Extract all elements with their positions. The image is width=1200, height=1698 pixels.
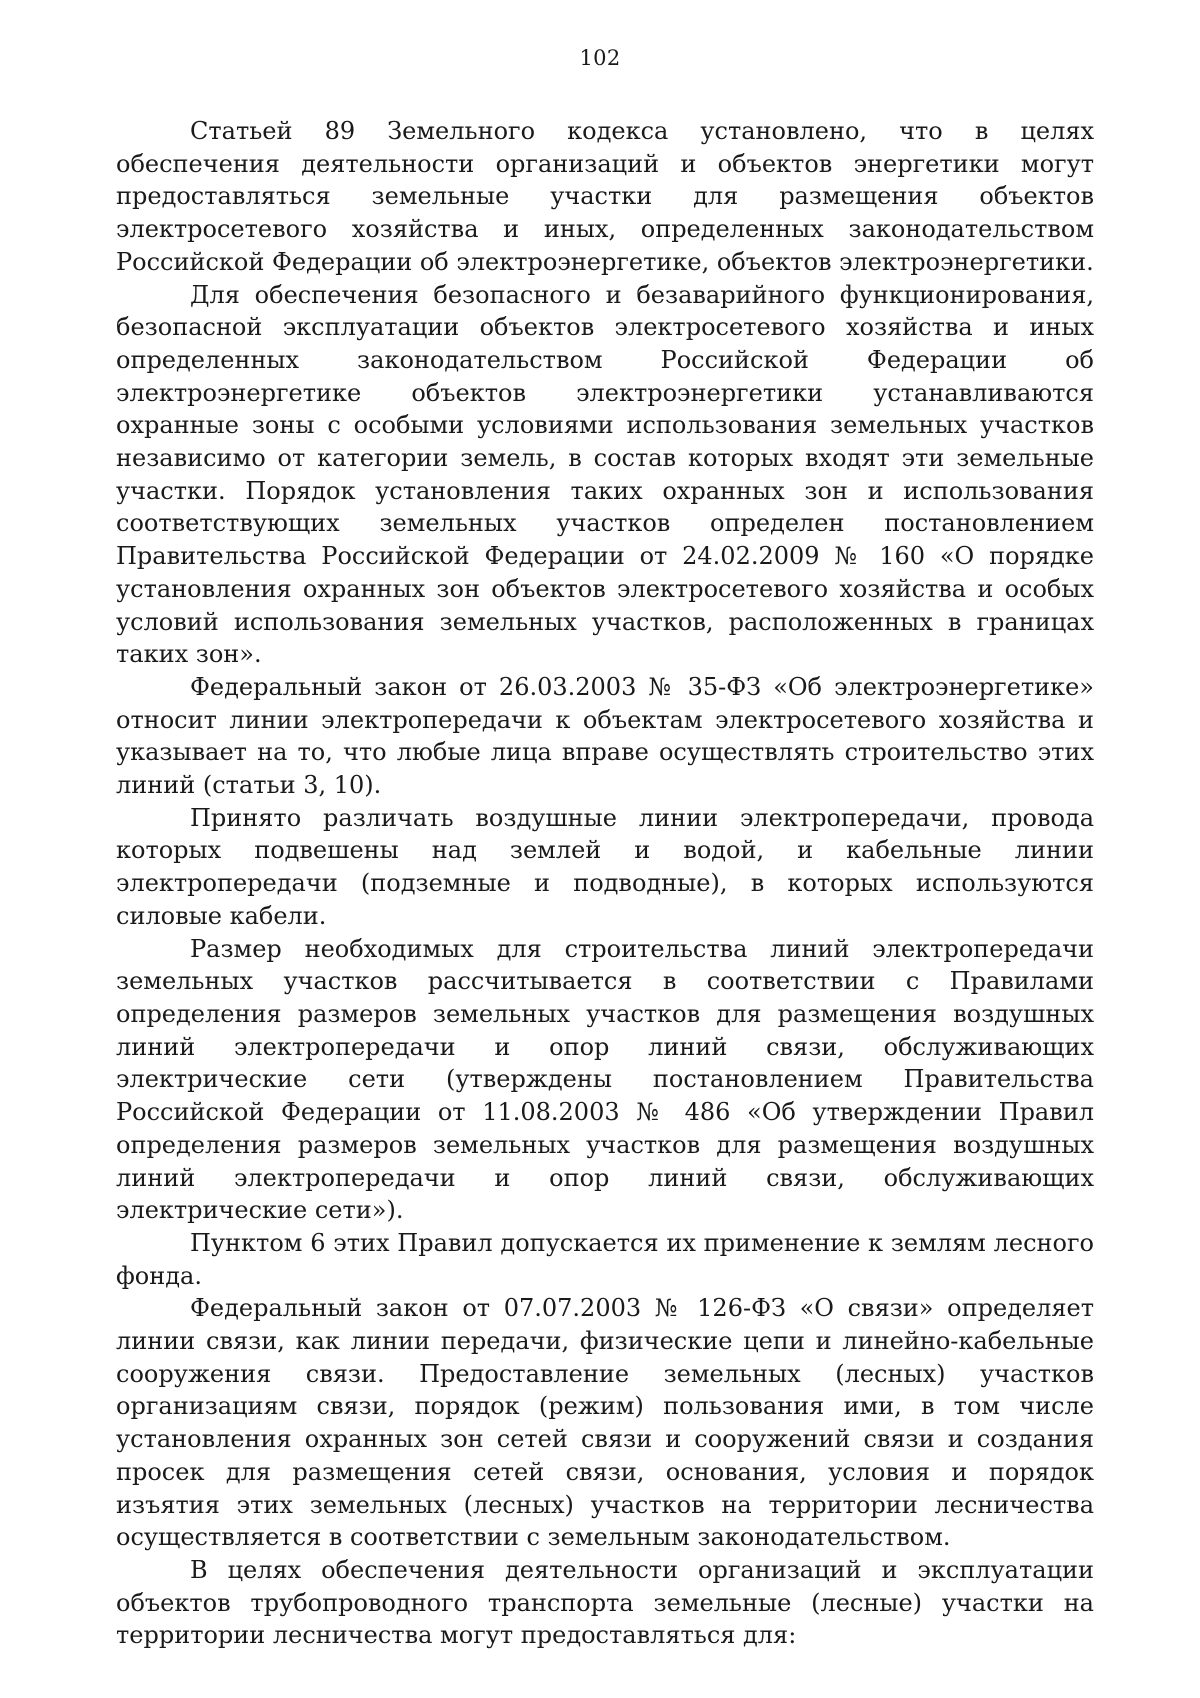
paragraph-3: Федеральный закон от 26.03.2003 № 35-ФЗ «Об электроэнергетике» относит линии электропередачи к объектам электросетевого хозяйства и указывает на то, что любые лица вправе осуществлять строительство этих линий (статьи 3, 10). (116, 672, 1094, 800)
paragraph-1: Статьей 89 Земельного кодекса установлено, что в целях обеспечения деятельности организаций и объектов энергетики могут предоставляться земельные участки для размещения объектов электросетевого хозяйства и иных, определенных законодательством Российской Федерации об электроэнергетике, объектов электроэнергетики. (116, 117, 1094, 276)
paragraph-4: Принято различать воздушные линии электропередачи, провода которых подвешены над землей и водой, и кабельные линии электропередачи (подземные и подводные), в которых используются силовые кабели. (116, 803, 1094, 930)
paragraph-2: Для обеспечения безопасного и безаварийного функционирования, безопасной эксплуатации объектов электросетевого хозяйства и иных определенных законодательством Российской Федерации об электроэнергетике объектов электроэнергетики устанавливаются охранные зоны с особыми условиями использования земельных участков независимо от категории земель, в состав которых входят эти земельные участки. Порядок установления таких охранных зон и использования соответствующих земельных участков определен постановлением Правительства Российской Федерации от 24.02.2009 № 160 «О порядке установления охранных зон объектов электросетевого хозяйства и особых условий использования земельных участков, расположенных в границах таких зон». (116, 280, 1094, 669)
paragraph-6: Пунктом 6 этих Правил допускается их применение к землям лесного фонда. (116, 1228, 1094, 1290)
paragraph-8: В целях обеспечения деятельности организаций и эксплуатации объектов трубопроводного транспорта земельные (лесные) участки на территории лесничества могут предоставляться для: (116, 1555, 1094, 1650)
paragraph-7: Федеральный закон от 07.07.2003 № 126-ФЗ «О связи» определяет линии связи, как линии передачи, физические цепи и линейно-кабельные сооружения связи. Предоставление земельных (лесных) участков организациям связи, порядок (режим) пользования ими, в том числе установления охранных зон сетей связи и сооружений связи и создания просек для размещения сетей связи, основания, условия и порядок изъятия этих земельных (лесных) участков на территории лесничества осуществляется в соответствии с земельным законодательством. (116, 1294, 1094, 1552)
document-body (116, 115, 1094, 1652)
paragraph-5: Размер необходимых для строительства линий электропередачи земельных участков рассчитывается в соответствии с Правилами определения размеров земельных участков для размещения воздушных линий электропередачи и опор линий связи, обслуживающих электрические сети (утверждены постановлением Правительства Российской Федерации от 11.08.2003 № 486 «Об утверждении Правил определения размеров земельных участков для размещения воздушных линий электропередачи и опор линий связи, обслуживающих электрические сети»). (116, 934, 1094, 1225)
page-number: 102 (579, 46, 621, 70)
